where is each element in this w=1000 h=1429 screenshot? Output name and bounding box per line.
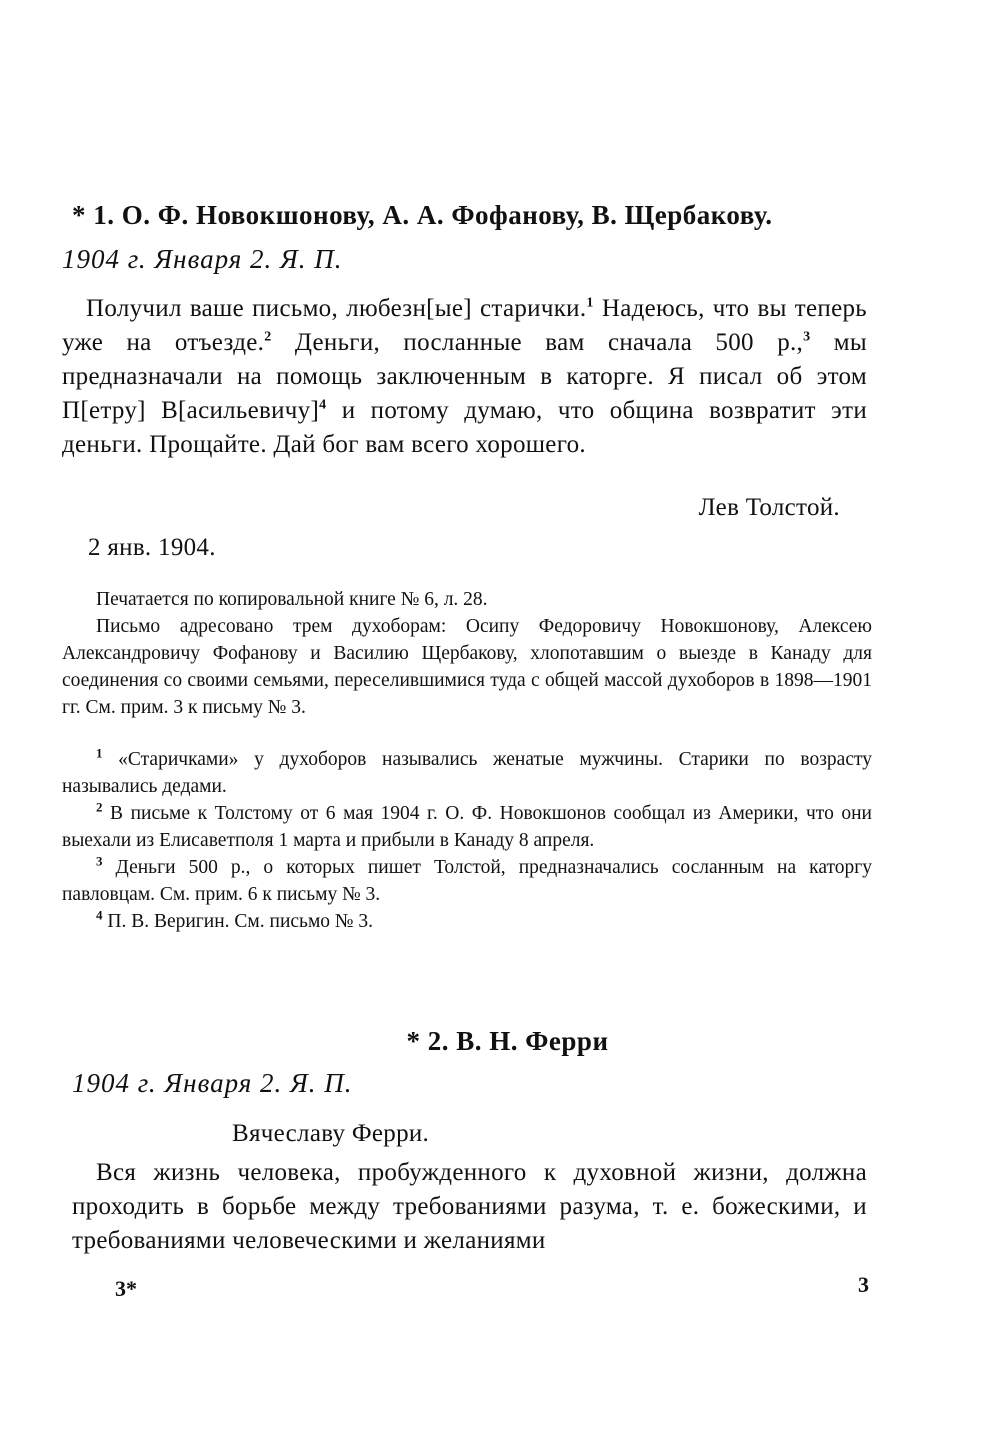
letter-1-body xyxy=(62,292,867,462)
footnote-text: П. В. Веригин. См. письмо № 3. xyxy=(102,911,374,932)
letter-1-heading: * 1. О. Ф. Новокшонову, А. А. Фофанову, В. Щербакову. xyxy=(72,200,773,230)
letter-2-heading: * 2. В. Н. Ферри xyxy=(406,1026,609,1056)
footnote-mark: 3 xyxy=(96,853,103,869)
letter-1-body-part: и потому думаю, что община возвратит эти деньги. Прощайте. Дай бог вам всего хорошего. xyxy=(62,397,867,458)
letter-1-body-part: Надеюсь, что вы теперь уже на отъезде. xyxy=(62,295,867,356)
letter-2-addressee: Вячеславу Ферри. xyxy=(232,1120,430,1147)
footnote-ref: 4 xyxy=(319,397,327,413)
letter-1-notes xyxy=(62,586,872,721)
footnote xyxy=(62,854,872,908)
letter-1-body-part: мы предназначали на помощь заключенным в каторге. Я писал об этом П[етру] В[асильевичу] xyxy=(62,329,867,424)
footnote xyxy=(62,908,872,935)
letter-2-date-line: 1904 г. Января 2. Я. П. xyxy=(72,1068,353,1098)
letter-1-body-part: Получил ваше письмо, любезн[ые] старички. xyxy=(86,295,587,322)
footnote-text: «Старичками» у духоборов назывались женатые мужчины. Старики по возрасту назывались дедами. xyxy=(62,749,872,797)
footnote-ref: 3 xyxy=(803,329,811,345)
letter-1-footnotes xyxy=(62,746,872,935)
footnote-mark: 2 xyxy=(96,799,103,815)
footnote xyxy=(62,746,872,800)
footnote-ref: 2 xyxy=(264,329,272,345)
letter-1-body-part: Деньги, посланные вам сначала 500 р., xyxy=(271,329,804,356)
footnote-text: Деньги 500 р., о которых пишет Толстой, предназначались сосланным на каторгу павловцам. См. прим. 6 к письму № 3. xyxy=(62,857,872,905)
signature-mark: 3* xyxy=(115,1276,137,1301)
letter-1-date-written: 2 янв. 1904. xyxy=(88,534,216,561)
footnote-text: В письме к Толстому от 6 мая 1904 г. О. Ф. Новокшонов сообщал из Америки, что они выехали из Елисаветполя 1 марта и прибыли в Канаду 8 апреля. xyxy=(62,803,872,851)
source-note: Печатается по копировальной книге № 6, л. 28. xyxy=(96,589,488,610)
letter-1-signature: Лев Толстой. xyxy=(698,494,840,521)
page-number: 3 xyxy=(858,1272,869,1297)
letter-2-body: Вся жизнь человека, пробужденного к духовной жизни, должна проходить в борьбе между требованиями разума, т. е. божескими, и требованиями человеческими и желаниями xyxy=(72,1159,867,1254)
letter-1-date-line: 1904 г. Января 2. Я. П. xyxy=(62,244,343,274)
commentary: Письмо адресовано трем духоборам: Осипу Федоровичу Новокшонову, Алексею Александровичу Фофанову и Василию Щербакову, хлопотавшим о выезде в Канаду для соединения со своими семьями, переселившимися туда с общей массой духоборов в 1898—1901 гг. См. прим. 3 к письму № 3. xyxy=(62,616,872,718)
footnote-ref: 1 xyxy=(586,295,594,311)
footnote-mark: 1 xyxy=(96,745,103,761)
footnote-mark: 4 xyxy=(96,907,103,923)
footnote xyxy=(62,800,872,854)
